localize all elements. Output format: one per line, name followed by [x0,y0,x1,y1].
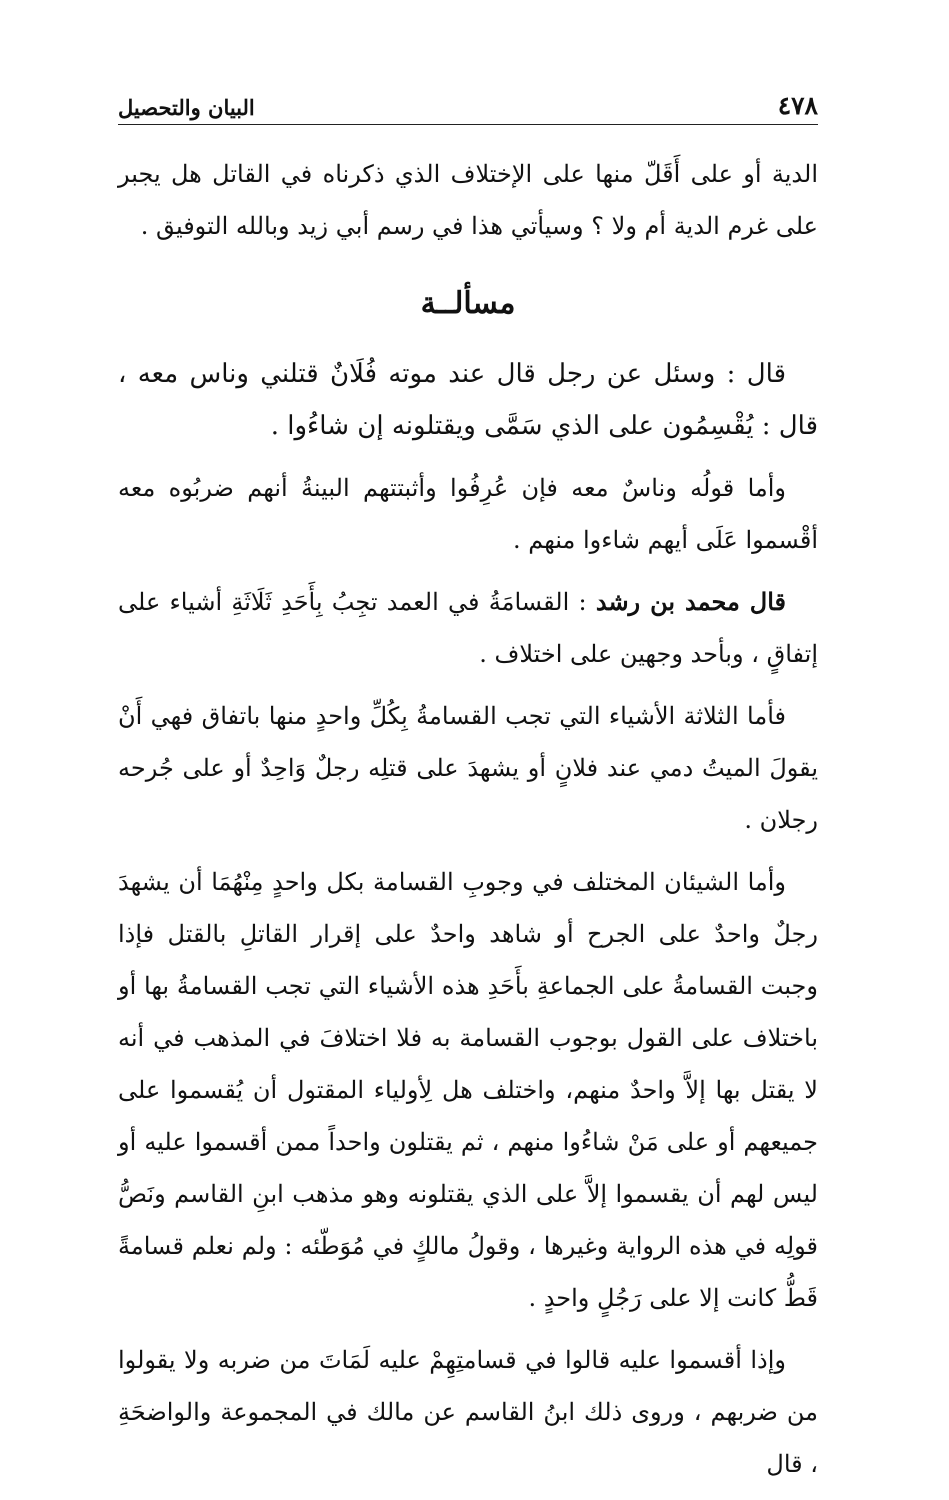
body-text [118,148,818,1500]
speaker-label: قال محمد بن رشد [595,587,787,616]
paragraph-three-things: فأما الثلاثة الأشياء التي تجب القسامةُ بِكُلِّ واحدٍ منها باتفاق فهي أَنْ يقولَ الميتُ دمي عند فلانٍ أو يشهدَ على قتلِه رجلٌ وَاحِدٌ أو على جُرحه رجلان . [118,702,818,834]
section-heading: مسألــة [420,286,516,321]
running-header [118,86,818,125]
commentary-text: : القسامَةُ في العمد تجِبُ بِأَحَدِ ثَلَاثَةِ أشياء على إتفاقٍ ، وبأحد وجهين على اختلاف . [118,588,818,668]
paragraph-continuation: الدية أو على أَقَلّ منها على الإختلاف الذي ذكرناه في القاتل هل يجبر على غرم الدية أم ولا ؟ وسيأتي هذا في رسم أبي زيد وبالله التوفيق . [118,160,818,240]
paragraph-answer: وأما قولُه وناسٌ معه فإن عُرِفُوا وأثبتتهم البينةُ أنهم ضربُوه معه أقْسموا عَلَى أيهم شاءوا منهم . [118,474,818,554]
page-number: ٤٧٨ [777,91,818,120]
book-title: البيان والتحصيل [118,95,255,120]
question-paragraph: قال : وسئل عن رجل قال عند موته فُلَانٌ قتلني وناس معه ، قال : يُقْسِمُون على الذي سَمَّى ويقتلونه إن شاءُوا . [118,359,818,441]
paragraph-two-things: وأما الشيئان المختلف في وجوبِ القسامة بكل واحدٍ مِنْهُمَا أن يشهدَ رجلٌ واحدٌ على الجرح أو شاهد واحدٌ على إقرار القاتلِ بالقتل فإذا وجبت القسامةُ على الجماعةِ بأَحَدِ هذه الأشياء التي تجب القسامةُ بها أو باختلاف على القول بوجوب القسامة به فلا اختلافَ في المذهب في أنه لا يقتل بها إلاَّ واحدٌ منهم، واختلف هل لِأولياء المقتول أن يُقسموا على جميعهم أو على مَنْ شاءُوا منهم ، ثم يقتلون واحداً ممن أقسموا عليه أو ليس لهم أن يقسموا إلاَّ على الذي يقتلونه وهو مذهب ابنِ القاسم ونَصُّ قولِه في هذه الرواية وغيرها ، وقولُ مالكٍ في مُوَطّئه : ولم نعلم قسامةً قَطُّ كانت إلا على رَجُلٍ واحدٍ . [118,868,819,1312]
paragraph-oath-wording: وإذا أقسموا عليه قالوا في قسامتِهِمْ عليه لَمَاتَ من ضربه ولا يقولوا من ضربهم ، وروى ذلك ابنُ القاسم عن مالك في المجموعة والواضحَةِ ، قال [118,1346,818,1478]
paragraph-commentary [118,576,818,680]
